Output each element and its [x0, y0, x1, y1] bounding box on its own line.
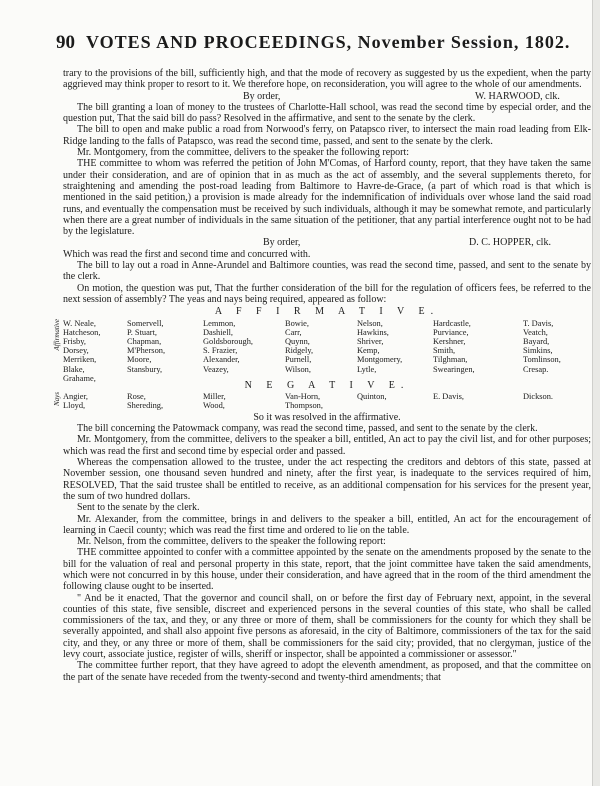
negative-label: Nays: [53, 391, 61, 406]
vote-column: E. Davis,: [433, 391, 464, 401]
vote-column: Bowie, Carr, Quynn, Ridgely, Purnell, Wilson,: [285, 318, 314, 374]
by-order-text: By order,: [263, 237, 301, 249]
affirmative-votes: [53, 318, 591, 383]
signature-name: D. C. HOPPER, clk.: [469, 237, 551, 249]
vote-column: Dickson.: [523, 391, 554, 401]
signature-name: W. HARWOOD, clk.: [475, 90, 560, 102]
paragraph: THE committee to whom was referred the petition of John M'Comas, of Harford county, report, that they have taken the same under their consideration, and are of opinion that in as much as the act of assembly, and the several supplements thereto, for straightening and amending the post-road leading from Baltimore to Havre-de-Grace, (a part of which road is that which is mentioned in the said petition,) a provision is made already for the indemnification of individuals over whose land the said road runs, and eventually the compensation must be received by such individuals, although it may be somewhat remote, and particularly when there are a great number of individuals in the same situation of the petitioner, that any partial interference ought not to be had by the legislature.: [63, 158, 591, 238]
vote-column: Rose, Shereding,: [127, 391, 164, 411]
vote-column: Miller, Wood,: [203, 391, 226, 411]
signature-hopper: [63, 237, 591, 248]
signature-harwood: [63, 91, 591, 102]
paragraph: Mr. Montgomery, from the committee, delivers to the speaker the following report:: [77, 147, 410, 159]
negative-heading: N E G A T I V E.: [244, 379, 410, 391]
paragraph: The committee further report, that they have agreed to adopt the eleventh amendment, as proposed, and that the committee on the part of the senate have receded from the twenty-second and twenty-third amendments; that: [63, 660, 591, 683]
paragraph: Mr. Nelson, from the committee, delivers to the speaker the following report:: [77, 536, 386, 548]
page-header: [56, 32, 576, 54]
vote-column: W. Neale, Hatcheson, Frisby, Dorsey, Merriken, Blake, Grahame,: [63, 318, 101, 383]
page-number: 90: [56, 32, 75, 53]
paragraph: The bill to lay out a road in Anne-Arundel and Baltimore counties, was read the second time, passed, and sent to the senate by the clerk.: [63, 260, 591, 283]
resolved-line: So it was resolved in the affirmative.: [253, 411, 401, 423]
vote-column: Hardcastle, Purviance, Kershner, Smith, Tilghman, Swearingen,: [433, 318, 475, 374]
vote-column: Van-Horn, Thompson,: [285, 391, 323, 411]
paragraph: THE committee appointed to confer with a committee appointed by the senate on the amendments proposed by the senate to the bill for the valuation of real and personal property in this state, report, that the joint committee have taken the said amendments, which were not concurred in by this house, under their consideration, and have agreed that in the room of the third amendment the following clause ought to be inserted.: [63, 547, 591, 593]
paragraph: Mr. Alexander, from the committee, brings in and delivers to the speaker a bill, entitled, An act for the encouragement of learning in Caecil county; which was read the first time and ordered to lie on the table.: [63, 513, 591, 536]
paragraph: The bill granting a loan of money to the trustees of Charlotte-Hall school, was read the second time by especial order, and the question put, That the said bill do pass? Resolved in the affirmative, and sent to the senate by the clerk.: [63, 101, 591, 125]
vote-column: Nelson, Hawkins, Shriver, Kemp, Montgomery, Lytle,: [357, 318, 403, 374]
vote-column: T. Davis, Veatch, Bayard, Simkins, Tomlinson, Cresap.: [523, 318, 561, 374]
by-order-text: By order,: [243, 90, 281, 102]
paragraph: Mr. Montgomery, from the committee, delivers to the speaker a bill, entitled, An act to pay the civil list, and for other purposes; which was read the first and second time by especial order and passed.: [63, 434, 591, 457]
paragraph: Whereas the compensation allowed to the trustee, under the act respecting the creditors and debtors of this state, passed at November session, one thousand seven hundred and ninety, after the first year, is inadequate to the services required of him, RESOLVED, That the said trustee shall be entitled to receive, as an additional compensation for his services for the present year, the sum of two hundred dollars.: [63, 457, 591, 502]
paragraph: Sent to the senate by the clerk.: [77, 502, 200, 514]
affirmative-heading: A F F I R M A T I V E.: [214, 306, 440, 318]
paragraph: On motion, the question was put, That the further consideration of the bill for the regulation of officers fees, be referred to the next session of assembly? The yeas and nays being required, appeared as follow:: [63, 282, 591, 305]
vote-column: Angier, Lloyd,: [63, 391, 89, 411]
facing-page-edge: [592, 0, 600, 786]
vote-column: Somervell, P. Stuart, Chapman, M'Pherson, Moore, Stansbury,: [127, 318, 166, 374]
vote-column: Quinton,: [357, 391, 387, 401]
page-title: VOTES AND PROCEEDINGS, November Session, 1802.: [86, 32, 571, 52]
affirmative-label: Affirmative: [53, 318, 61, 351]
negative-votes: [53, 391, 591, 412]
paragraph: Which was read the first and second time and concurred with.: [63, 248, 311, 260]
paragraph: The bill concerning the Patowmack company, was read the second time, passed, and sent to the senate by the clerk.: [77, 423, 538, 435]
vote-column: Lemmon, Dashiell, Goldsborough, S. Frazier, Alexander, Veazey,: [203, 318, 254, 374]
paragraph: trary to the provisions of the bill, sufficiently high, and that the mode of recovery as suggested by us the expedient, when the party aggrieved may think proper to resort to it. We therefore hope, on reconsideration, you will agree to the whole of our amendments.: [63, 68, 591, 91]
paragraph: The bill to open and make public a road from Norwood's ferry, on Patapsco river, to intersect the main road leading from Elk-Ridge landing to the falls of Patapsco, was read the second time, passed, and sent to the senate by the clerk.: [63, 124, 591, 147]
paragraph: " And be it enacted, That the governor and council shall, on or before the first day of February next, appoint, in the several counties of this state, five sensible, discreet and experienced persons in the several counties of this state, who shall be called commissioners of the tax, and they, or any three or more of them, shall be commissioners for the county for which they shall be severally appointed, and shall also appoint five persons as aforesaid, in the city of Baltimore, commissioners of the tax for the said city, and they, or any three or more of them, shall be commissioners for the said city; provided, that no clergyman, justice of the levy court, associate justice, register of wills, sheriff or inspector, shall be appointed a commissioner or assessor.": [63, 592, 591, 661]
document-body: [53, 68, 591, 683]
